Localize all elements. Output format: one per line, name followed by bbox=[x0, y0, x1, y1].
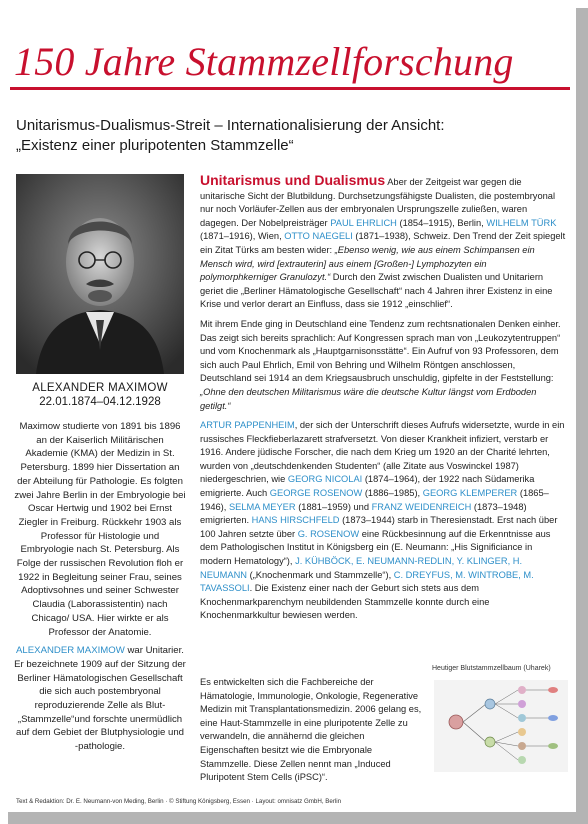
portrait-name: ALEXANDER MAXIMOW bbox=[32, 382, 168, 394]
text-span: (1874–1964), der 1922 nach Südamerika emigrierte. Auch bbox=[200, 474, 535, 499]
lower-paragraph: Es entwickelten sich die Fachbereiche der Hämatologie, Immunologie, Onkologie, Regenerative Medizin mit Transplantationsmedizin. 2006 gelang es, eine Haut-Stammzelle in eine pluripotente Zelle zu verwandeln, die annähernd die gleichen Eigenschaften besitzt wie die Embryonale Stammzelle. Diese Zellen nennt man „Induced Pluripotent Stem Cells (iPSC)“. bbox=[200, 677, 422, 783]
left-paragraph-2-text: war Unitarier. Er bezeichnete 1909 auf der Sitzung der Berliner Hämatologischen Gesellschaft die sich auch postembryonal reproduzierende Zelle als Blut-„Stammzelle“und forschte unermüdlich auf dem Gebiet der Blutphysiologie und -pathologie. bbox=[14, 645, 186, 753]
name-ehrlich: PAUL EHRLICH bbox=[330, 217, 397, 228]
page-shadow-bottom bbox=[8, 812, 588, 824]
text-span: (1871–1938), Schweiz. Den Trend der Zeit spiegelt ein Zitat Türks am besten wider: bbox=[200, 231, 566, 255]
subtitle bbox=[16, 116, 556, 156]
title-rule bbox=[10, 87, 570, 90]
name-maximow: ALEXANDER MAXIMOW bbox=[16, 645, 125, 657]
name-naegeli: OTTO NAEGELI bbox=[284, 231, 353, 242]
name-rosenow: GEORGE ROSENOW bbox=[269, 488, 363, 499]
subtitle-line-1: Unitarismus-Dualismus-Streit – Internationalisierung der Ansicht: bbox=[16, 117, 445, 134]
text-span: , der sich der Unterschrift dieses Aufrufs widersetzte, wurde in ein russisches Fleckfieberlazarett strafversetzt. Von dieser Krankheit infiziert, verstarb er 1916. Andere jüdische Forscher, die nach dem Krieg um 1920 an der Charité lehrten, wurden von „deutschdenkenden Studenten“ (alle Zitate aus Voswinckel 1987) niedergeschrien, wie bbox=[200, 420, 565, 485]
name-rosenow-2: G. ROSENOW bbox=[297, 528, 360, 539]
text-span: (1865–1946), bbox=[200, 488, 549, 512]
subtitle-line-2: „Existenz einer pluripotenten Stammzelle“ bbox=[16, 137, 294, 154]
portrait-caption bbox=[16, 381, 184, 409]
page-shadow-right bbox=[576, 8, 588, 824]
text-span: . Die Existenz einer nach der Geburt sich stets aus dem Knochenmarkparenchym neubildenden Stammzelle konnte durch eine Knochenmarkkultur bewiesen werden. bbox=[200, 583, 490, 621]
name-klemperer: GEORG KLEMPERER bbox=[422, 488, 518, 499]
left-column bbox=[14, 420, 186, 759]
text-span: eine Rückbesinnung auf die Erkenntnisse aus dem Pathologischen Institut in Königsberg ein (E. Neumann: „His Significiance in modern Hematology“), bbox=[200, 528, 551, 567]
text-span: (1854–1915), Berlin, bbox=[396, 217, 487, 228]
portrait-dates: 22.01.1874–04.12.1928 bbox=[39, 396, 161, 408]
figure-caption: Heutiger Blutstammzellbaum (Uharek) bbox=[432, 665, 551, 672]
right-paragraph-3 bbox=[200, 419, 566, 623]
text-span: (1881–1959) und bbox=[295, 501, 372, 512]
page-title: 150 Jahre Stammzellforschung bbox=[14, 39, 514, 84]
text-span: (1873–1948) emigrierten. bbox=[200, 501, 527, 526]
text-span: Durch den Zwist zwischen Dualisten und Unitariern geriet die „Berliner Hämatologische Gesellschaft“ nach 4 Jahren ihrer Existenz in eine Krise und verlor derart an Einfluss, dass sie 1912 „einschlief“. bbox=[200, 272, 553, 310]
name-hirschfeld: HANS HIRSCHFELD bbox=[251, 515, 340, 526]
footer-credits: Text & Redaktion: Dr. E. Neumann-von Meding, Berlin · © Stiftung Königsberg, Essen · Layout: omnisatz GmbH, Berlin bbox=[16, 798, 342, 805]
left-paragraph-2 bbox=[14, 644, 186, 754]
text-span: Mit ihrem Ende ging in Deutschland eine Tendenz zum rechtsnationalen Denken einher. Das zeigt sich bereits sprachlich: Auf Kongressen sprach man von „Leukozytentruppen“ und vom Knochenmark als „Hauptgarnisonsstätte“. Ein Aufruf von 93 Professoren, dem sich auch Paul Ehrlich, Emil von Behring und Wilhelm Röntgen anschlossen, Deutschland sei 1914 an dem Kriegsausbruch unschuldig, gipfelte in der Feststellung: bbox=[200, 318, 561, 384]
right-paragraph-2 bbox=[200, 318, 566, 413]
right-paragraph-1 bbox=[200, 174, 566, 312]
quote-militarismus: „Ohne den deutschen Militarismus wäre die deutsche Kultur längst vom Erdboden getilgt.“ bbox=[200, 386, 537, 411]
name-group-2: C. DREYFUS, M. WINTROBE, M. TAVASSOLI bbox=[200, 569, 534, 594]
quote-tuerk: „Ebenso wenig, wie aus einem Schimpansen ein Mensch wird, wird [extrauterin] aus einem [Großen-] Lymphozyten ein polymorphkerniger Granulozyt.“ bbox=[200, 244, 535, 283]
name-tuerk: WILHELM TÜRK bbox=[486, 217, 557, 228]
name-pappenheim: ARTUR PAPPENHEIM bbox=[200, 420, 295, 431]
left-paragraph-1: Maximow studierte von 1891 bis 1896 an der Kaiserlich Militärischen Akademie (KMA) der Medizin in St. Petersburg. 1899 hier Dissertation an der Abteilung für Pathologie. Es folgten zwei Jahre Berlin in der Embryologie bei Oscar Hertwig und 1902 bei Ernst Ziegler in Freiburg. Rückkehr 1903 als Professor für Histologie und Embryologie nach St. Petersburg. Als Folge der russischen Revolution floh er 1922 in Begleitung seiner Frau, seines Adoptivsohnes und seiner Schwester Claudia (Laborassistentin) nach Chicago/ USA. Hier wirkte er als Professor der Anatomie. bbox=[14, 421, 186, 638]
right-column bbox=[200, 174, 566, 629]
text-span: (1873–1944) starb in Theresienstadt. Erst nach über 100 Jahren setzte über bbox=[200, 515, 558, 539]
name-group-1: J. KÜHBÖCK, E. NEUMANN-REDLIN, Y. KLINGER, H. NEUMANN bbox=[200, 556, 523, 580]
stem-cell-tree-figure bbox=[432, 664, 570, 774]
name-meyer: SELMA MEYER bbox=[228, 501, 296, 512]
portrait-illustration bbox=[16, 174, 184, 374]
name-nicolai: GEORG NICOLAI bbox=[287, 474, 363, 485]
name-weidenreich: FRANZ WEIDENREICH bbox=[371, 501, 472, 512]
text-span: (1886–1985), bbox=[362, 488, 423, 499]
portrait-photo bbox=[16, 174, 184, 374]
section-heading: Unitarismus und Dualismus bbox=[200, 172, 386, 188]
text-span: Aber der Zeitgeist war gegen die unitarische Sicht der Blutbildung. Durchsetzungsfähigste Dualisten, die postembryonal nur noch Vorläufer-Zellen aus der embryonalen Ursprungszelle zuließen, waren dagegen. Der Nobelpreisträger bbox=[200, 177, 556, 228]
text-span: (1871–1916), Wien, bbox=[200, 231, 285, 242]
text-span: („Knochenmark und Stammzelle“), bbox=[247, 569, 394, 580]
